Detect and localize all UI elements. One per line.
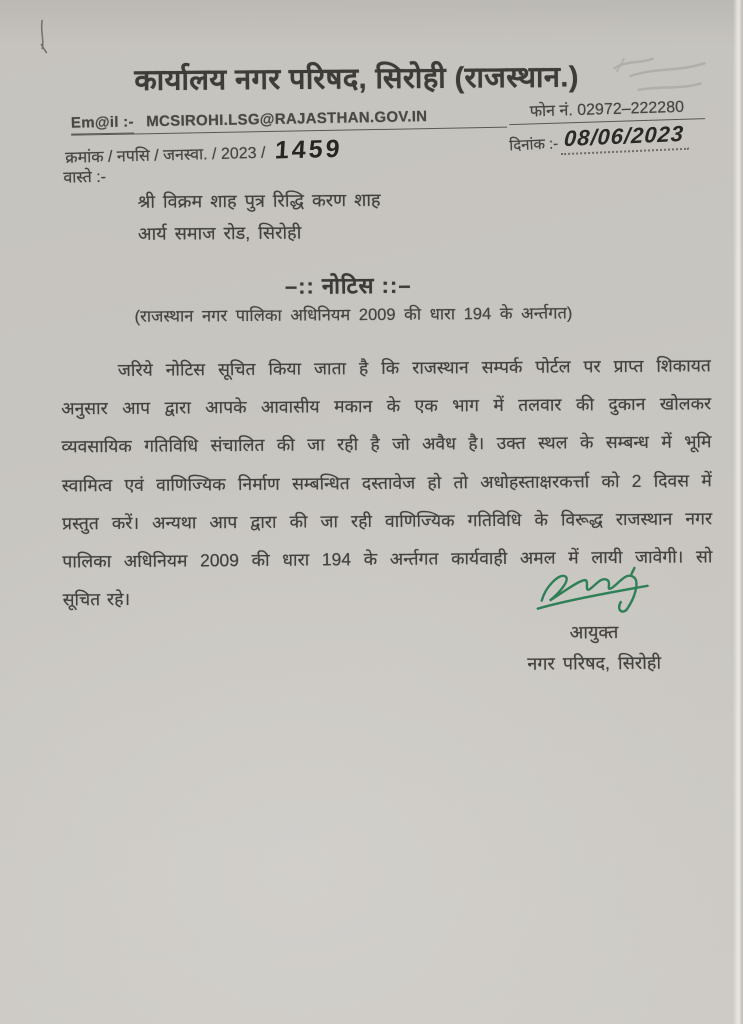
body-line: पालिका अधिनियम 2009 की धारा 194 के अर्न्तगत कार्यवाही अमल में लायी जावेगी। सो xyxy=(62,546,713,572)
body-line: प्रस्तुत करें। अन्यथा आप द्वारा की जा रही वाणिज्यिक गतिविधि के विरूद्ध राजस्थान नगर xyxy=(61,508,713,534)
email-label: Em@il :- xyxy=(71,113,134,134)
body-line: स्वामित्व एवं वाणिज्यिक निर्माण सम्बन्धित दस्तावेज हो तो अधोहस्ताक्षरकर्त्ता को 2 दिवस में xyxy=(61,469,712,495)
reference-number-line xyxy=(65,132,343,168)
phone-number: फोन नं. 02972–222280 xyxy=(509,94,706,125)
signatory-designation: आयुक्त xyxy=(569,622,619,643)
reference-label: क्रमांक / नपसि / जनस्वा. / 2023 / xyxy=(65,144,266,167)
body-line: अनुसार आप द्वारा आपके आवासीय मकान के एक भाग में तलवार की दुकान खोलकर xyxy=(61,393,712,419)
email-address: MCSIROHI.LSG@RAJASTHAN.GOV.IN xyxy=(146,108,428,131)
body-line: जरिये नोटिस सूचित किया जाता है कि राजस्थान सम्पर्क पोर्टल पर प्राप्त शिकायत xyxy=(117,355,711,380)
addressee-label: वास्ते :- xyxy=(63,168,107,187)
handwritten-date: 08/06/2023 xyxy=(561,121,691,156)
notice-subtitle: (राजस्थान नगर पालिका अधिनियम 2009 की धारा 194 के अर्न्तगत) xyxy=(134,304,573,326)
signature-block xyxy=(468,563,719,676)
handwritten-reference-number: 1459 xyxy=(274,134,344,165)
recipient-address: आर्य समाज रोड, सिरोही xyxy=(137,222,302,244)
notice-title: –:: नोटिस ::– xyxy=(284,272,412,299)
signatory-office: नगर परिषद, सिरोही xyxy=(527,652,662,674)
body-line: सूचित रहे। xyxy=(62,589,131,610)
body-line: व्यवसायिक गतिविधि संचालित की जा रही है जो अवैध है। उक्त स्थल के सम्बन्ध में भूमि xyxy=(61,431,712,457)
email-line xyxy=(71,107,507,136)
recipient-name: श्री विक्रम शाह पुत्र रिद्धि करण शाह xyxy=(137,189,381,212)
signature-ink xyxy=(513,564,673,623)
date-label: दिनांक :- xyxy=(509,135,559,155)
office-title: कार्यालय नगर परिषद, सिरोही (राजस्थान.) xyxy=(134,61,579,97)
paper-scratch-artifact xyxy=(32,18,58,63)
